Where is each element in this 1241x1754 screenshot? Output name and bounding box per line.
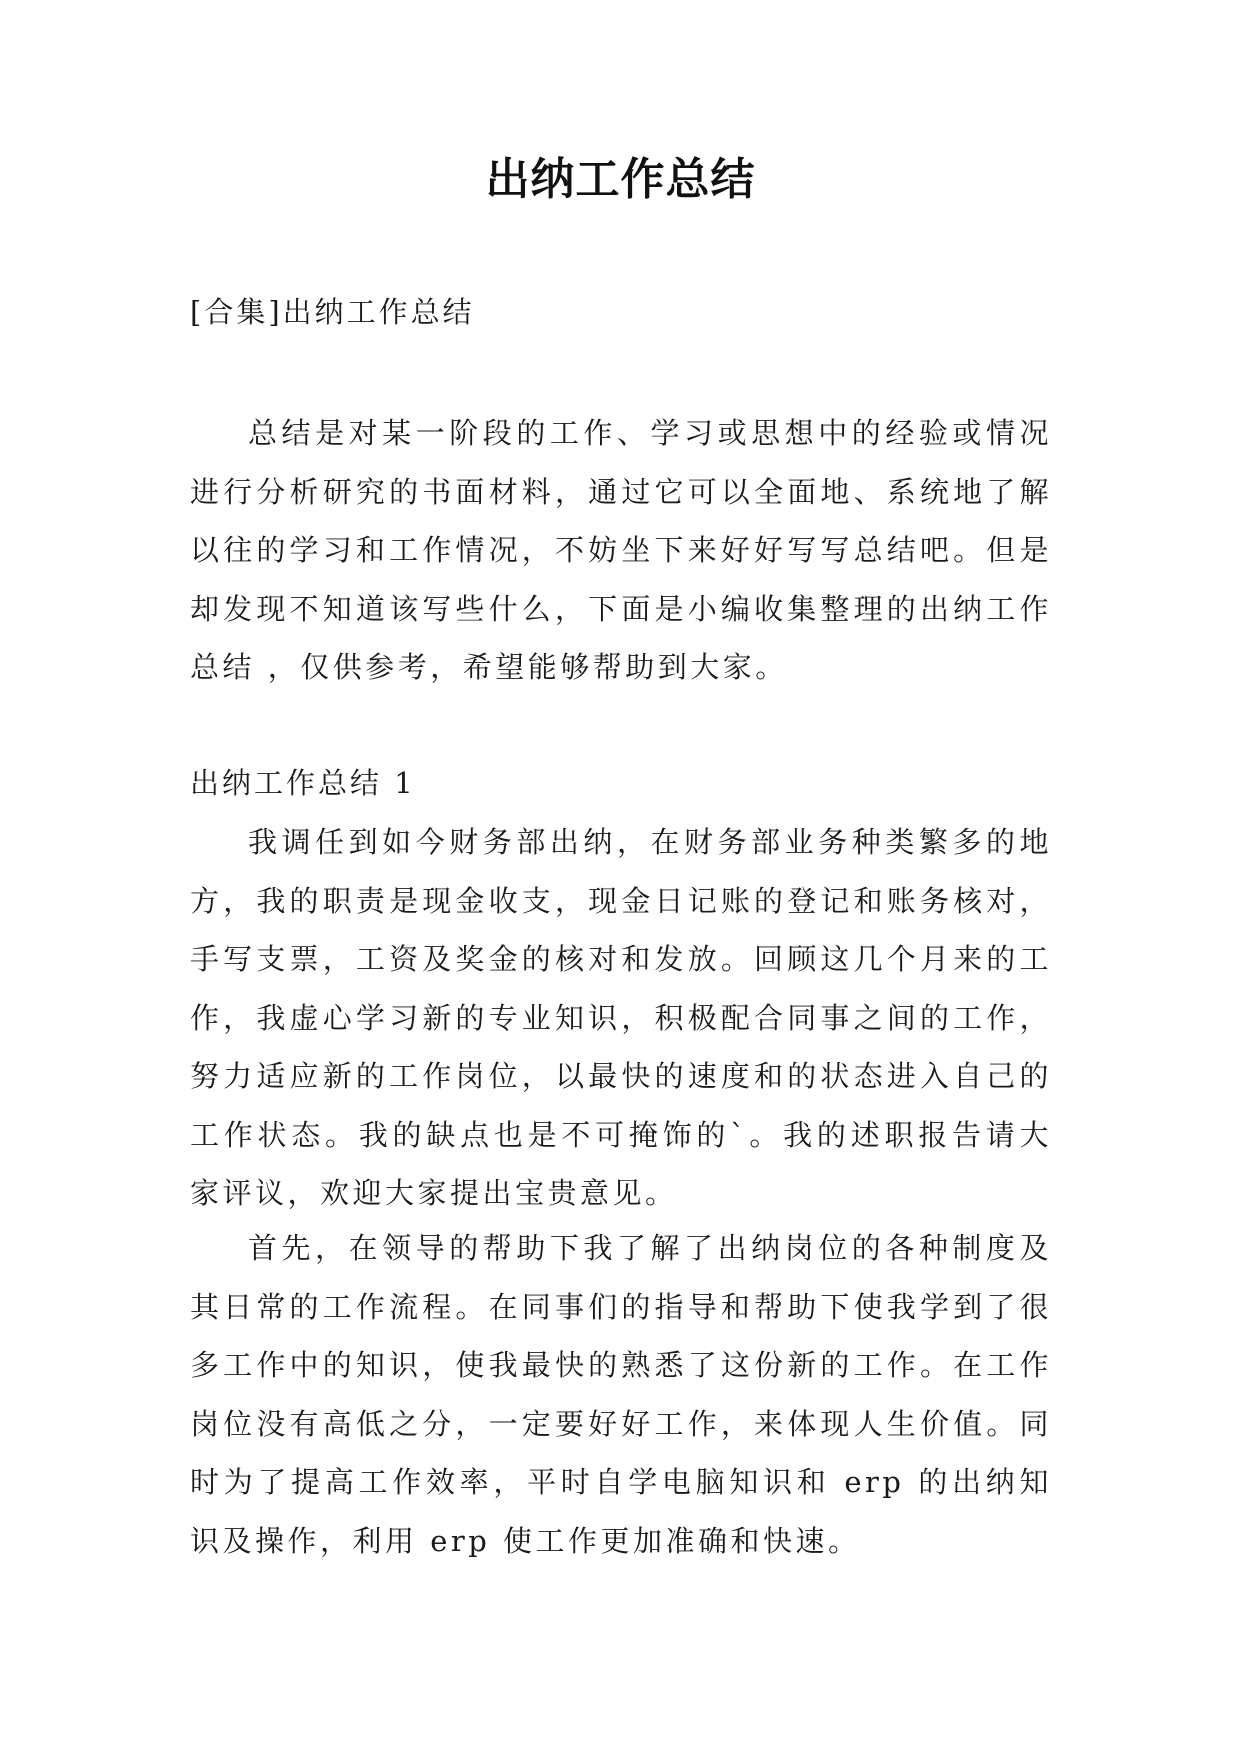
paragraph-1-block bbox=[190, 813, 1052, 1223]
section-heading: 出纳工作总结 1 bbox=[190, 766, 416, 800]
document-subtitle: [合集]出纳工作总结 bbox=[190, 295, 475, 329]
paragraph-2-block bbox=[190, 1219, 1052, 1570]
paragraph-1: 我调任到如今财务部出纳，在财务部业务种类繁多的地方，我的职责是现金收支，现金日记账的登记和账务核对，手写支票，工资及奖金的核对和发放。回顾这几个月来的工作，我虚心学习新的专业知识，积极配合同事之间的工作，努力适应新的工作岗位，以最快的速度和的状态进入自己的工作状态。我的缺点也是不可掩饰的`。我的述职报告请大家评议，欢迎大家提出宝贵意见。 bbox=[190, 825, 1052, 1210]
intro-paragraph-block bbox=[190, 404, 1052, 697]
intro-paragraph: 总结是对某一阶段的工作、学习或思想中的经验或情况进行分析研究的书面材料，通过它可以全面地、系统地了解以往的学习和工作情况，不妨坐下来好好写写总结吧。但是却发现不知道该写些什么，下面是小编收集整理的出纳工作总结 ，仅供参考，希望能够帮助到大家。 bbox=[190, 416, 1052, 684]
paragraph-2: 首先，在领导的帮助下我了解了出纳岗位的各种制度及其日常的工作流程。在同事们的指导和帮助下使我学到了很多工作中的知识，使我最快的熟悉了这份新的工作。在工作岗位没有高低之分，一定要好好工作，来体现人生价值。同时为了提高工作效率，平时自学电脑知识和 erp 的出纳知识及操作，利用 erp 使工作更加准确和快速。 bbox=[190, 1231, 1052, 1558]
page-title: 出纳工作总结 bbox=[485, 154, 756, 205]
